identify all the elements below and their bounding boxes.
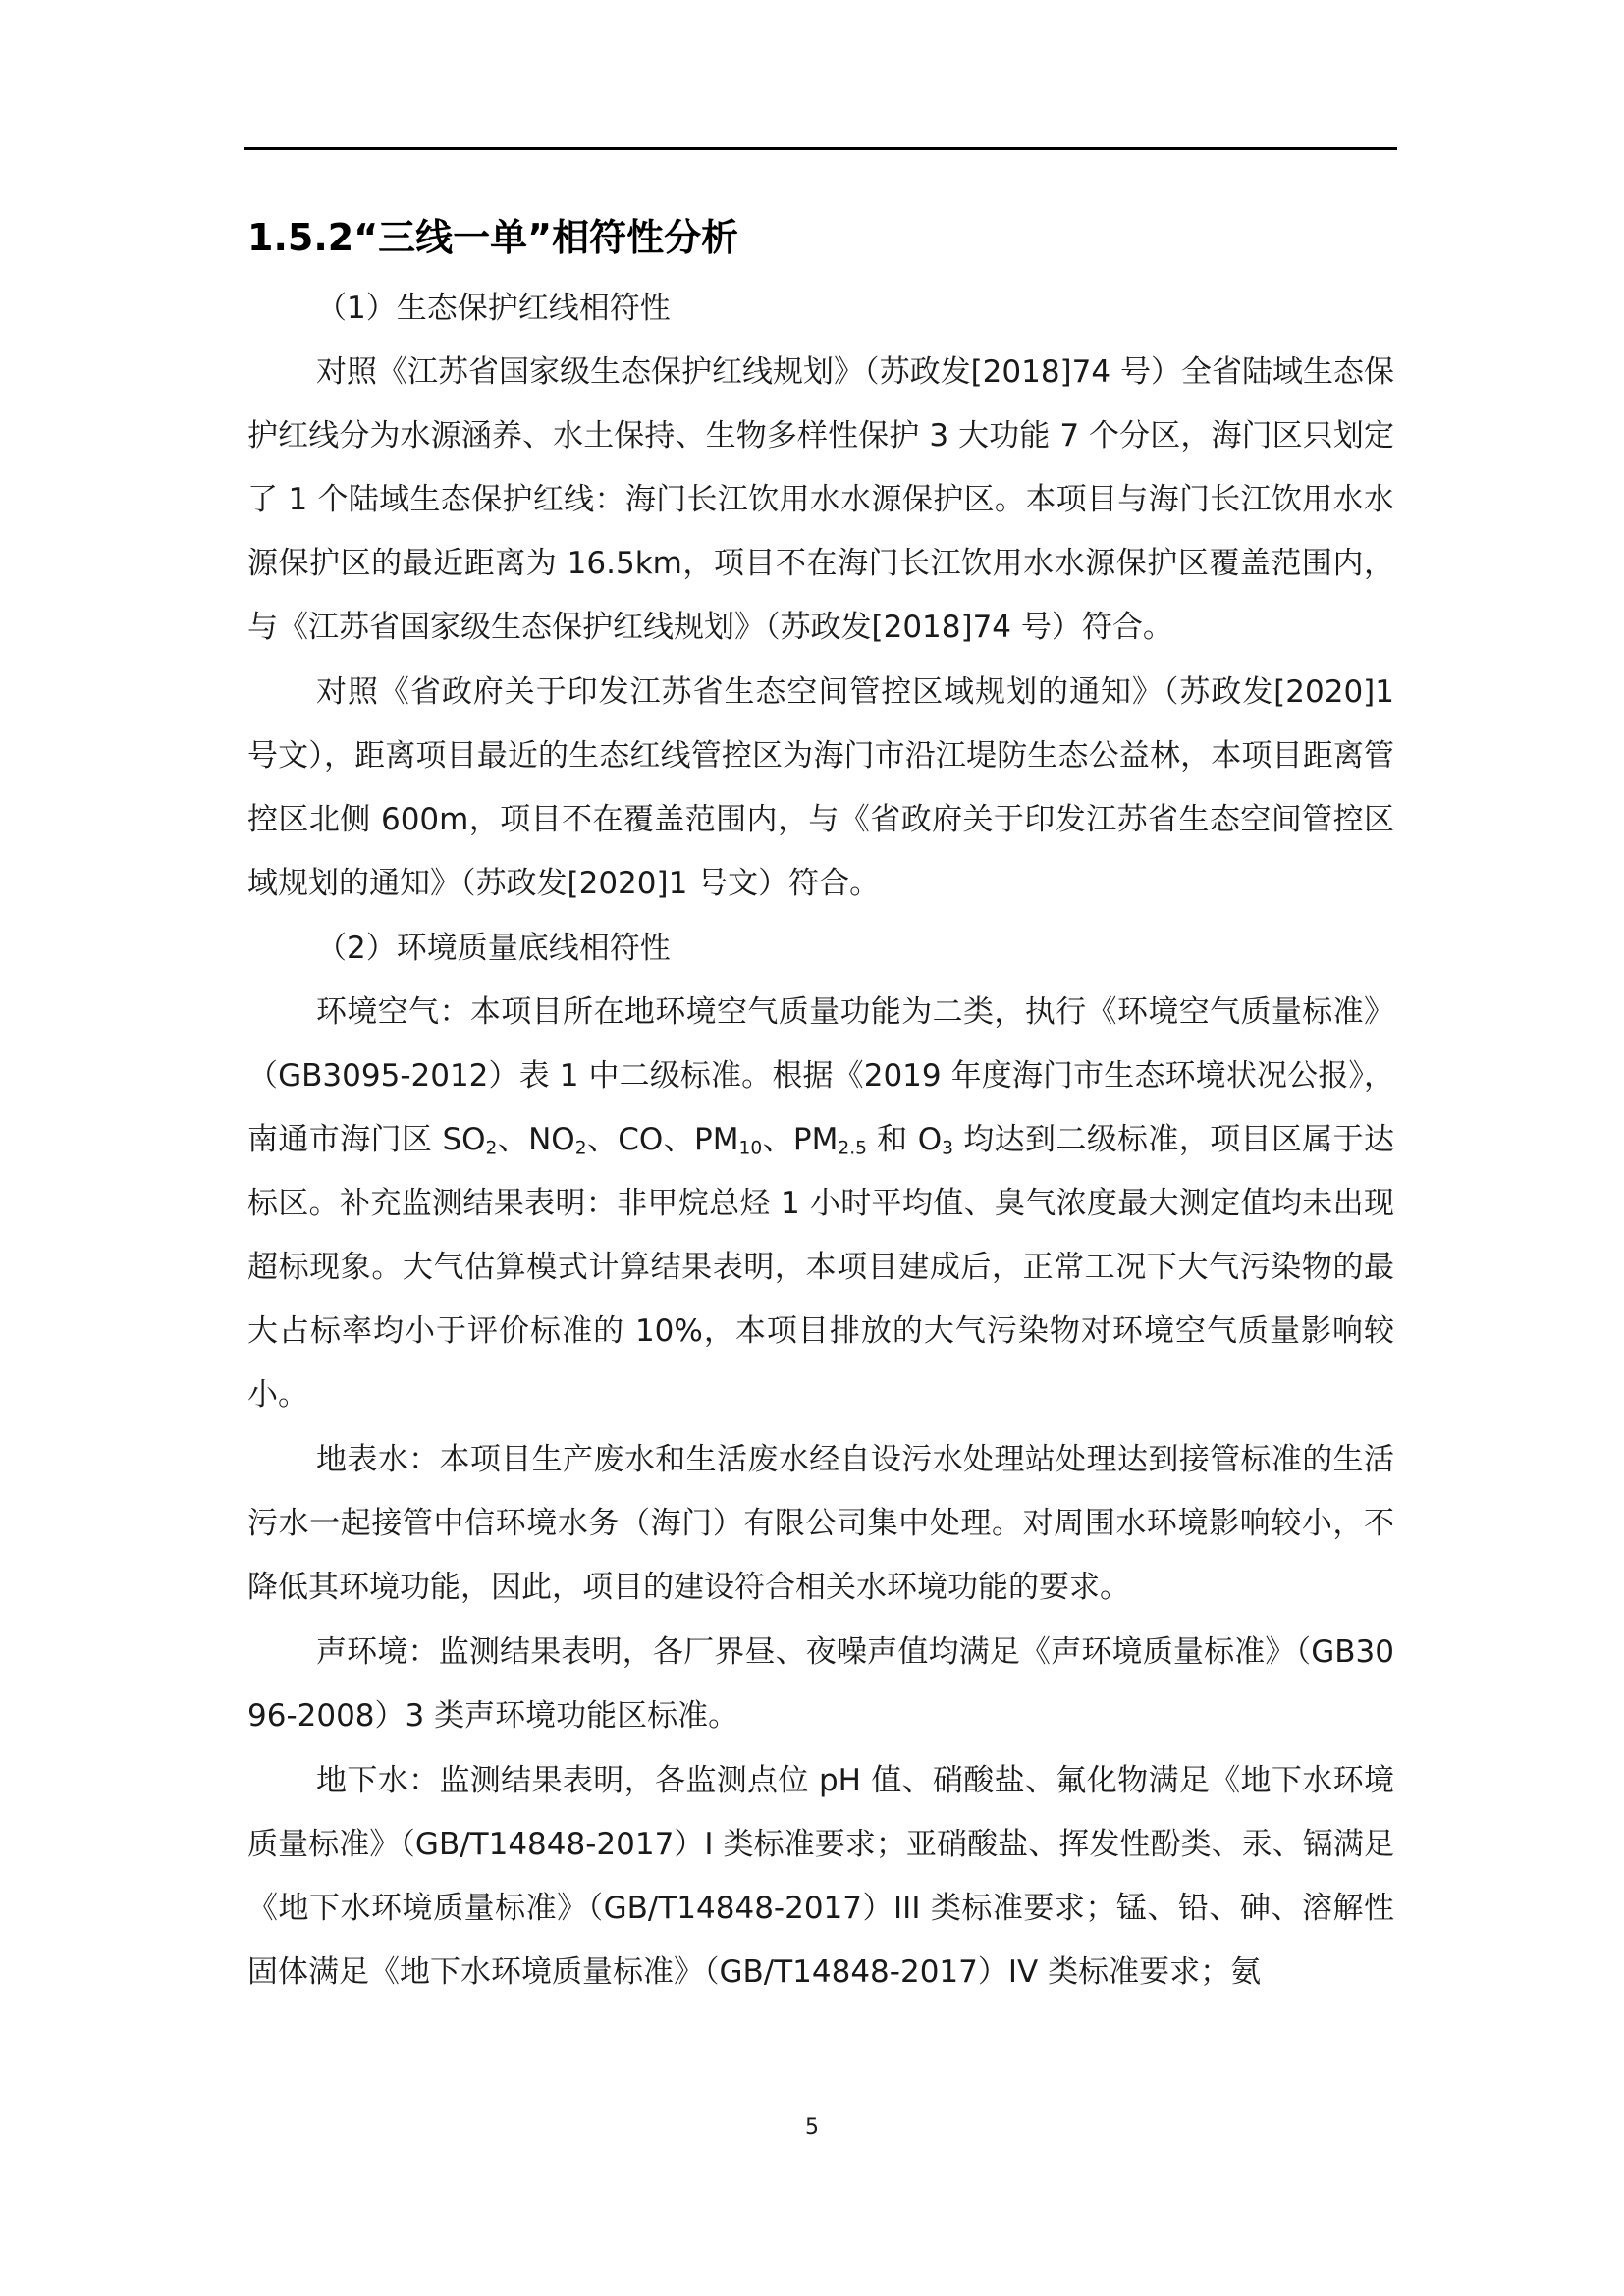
paragraph-groundwater: 地下水：监测结果表明，各监测点位 pH 值、硝酸盐、氟化物满足《地下水环境质量标准》（GB/T14848-2017）I 类标准要求；亚硝酸盐、挥发性酚类、汞、镉满足《地下水环境质量标准》（GB/T14848-2017）III 类标准要求；锰、铅、砷、溶解性固体满足《地下水环境质量标准》（GB/T14848-2017）IV 类标准要求；氨 — [247, 1763, 1394, 1990]
subheading-env-quality: （2）环境质量底线相符性 — [316, 931, 671, 966]
page-number: 5 — [805, 2115, 819, 2140]
header-rule — [244, 147, 1397, 150]
air-text-before: 环境空气：本项目所在地环境空气质量功能为二类，执行《环境空气质量标准》（GB3095-2012）表 1 中二级标准。根据《2019 年度海门市生态环境状况公报》，南通市海门区 — [247, 994, 1394, 1157]
air-text-after: 均达到二级标准，项目区属于达标区。补充监测结果表明：非甲烷总烃 1 小时平均值、臭气浓度最大测定值均未出现超标现象。大气估算模式计算结果表明，本项目建成后，正常工况下大气污染物的最大占标率均小于评价标准的 10%，本项目排放的大气污染物对环境空气质量影响较小。 — [247, 1122, 1394, 1413]
o3-label: $O_3$ — [917, 1122, 953, 1159]
section-title: 1.5.2“三线一单”相符性分析 — [247, 216, 739, 259]
pm10-label: $PM_{10}$ — [694, 1122, 763, 1159]
paragraph-surface-water: 地表水：本项目生产废水和生活废水经自设污水处理站处理达到接管标准的生活污水一起接管中信环境水务（海门）有限公司集中处理。对周围水环境影响较小，不降低其环境功能，因此，项目的建设符合相关水环境功能的要求。 — [247, 1442, 1394, 1605]
pm25-label: $PM_{2.5}$ — [792, 1122, 867, 1159]
paragraph-noise: 声环境：监测结果表明，各厂界昼、夜噪声值均满足《声环境质量标准》（GB3096-2008）3 类声环境功能区标准。 — [247, 1634, 1394, 1734]
no2-label: $NO_2$ — [528, 1122, 587, 1159]
subheading-eco-redline: （1）生态保护红线相符性 — [316, 291, 671, 326]
paragraph-eco-control-zone: 对照《省政府关于印发江苏省生态空间管控区域规划的通知》（苏政发[2020]1 号文），距离项目最近的生态红线管控区为海门市沿江堤防生态公益林，本项目距离管控区北侧 600m，项目不在覆盖范围内，与《省政府关于印发江苏省生态空间管控区域规划的通知》（苏政发[2020]1 号文）符合。 — [247, 674, 1394, 901]
so2-label: $SO_2$ — [442, 1122, 498, 1159]
page-content — [247, 208, 1394, 2005]
paragraph-eco-redline-plan: 对照《江苏省国家级生态保护红线规划》（苏政发[2018]74 号）全省陆域生态保护红线分为水源涵养、水土保持、生物多样性保护 3 大功能 7 个分区，海门区只划定了 1 个陆域生态保护红线：海门长江饮用水水源保护区。本项目与海门长江饮用水水源保护区的最近距离为 16.5km，项目不在海门长江饮用水水源保护区覆盖范围内，与《江苏省国家级生态保护红线规划》（苏政发[2018]74 号）符合。 — [247, 354, 1394, 645]
paragraph-ambient-air: 环境空气：本项目所在地环境空气质量功能为二类，执行《环境空气质量标准》（GB3095-2012）表 1 中二级标准。根据《2019 年度海门市生态环境状况公报》，南通市海门区 $SO_2$、$NO_2$、CO、$PM_{10}$、$PM_{2.5}$ 和 $O_3$ 均达到二级标准，项目区属于达标区。补充监测结果表明：非甲烷总烃 1 小时平均值、臭气浓度最大测定值均未出现超标现象。大气估算模式计算结果表明，本项目建成后，正常工况下大气污染物的最大占标率均小于评价标准的 10%，本项目排放的大气污染物对环境空气质量影响较小。 — [247, 994, 1394, 1413]
